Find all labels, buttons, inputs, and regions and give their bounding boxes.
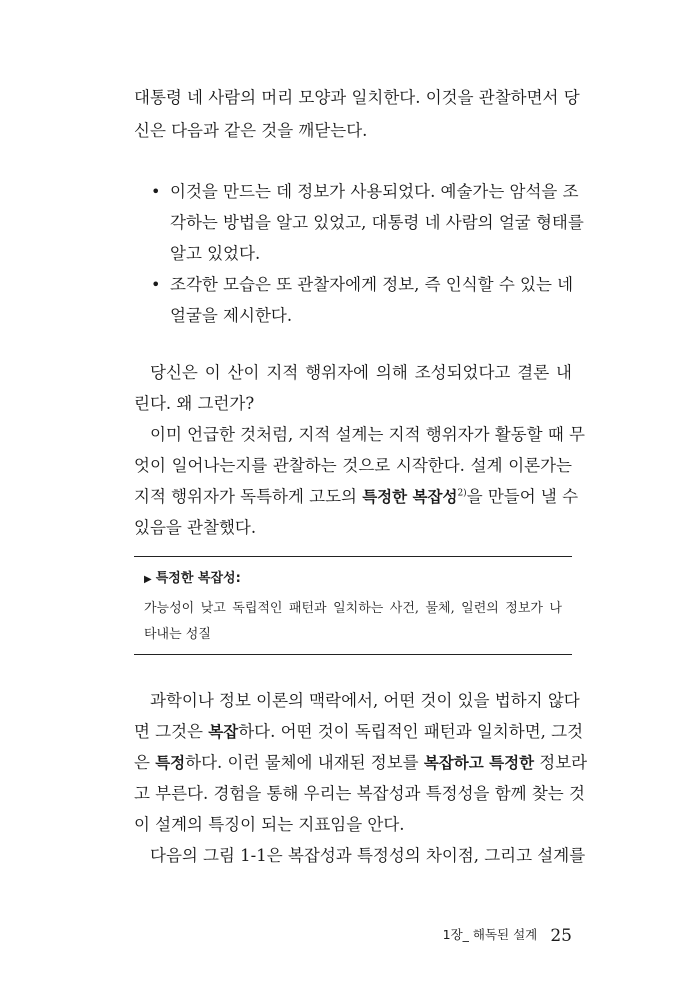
- bullet-1-line-3: 알고 있었다.: [170, 244, 261, 263]
- intro-line-1: 대통령 네 사람의 머리 모양과 일치한다. 이것을 관찰하면서 당: [134, 88, 580, 107]
- page-footer: [443, 925, 572, 946]
- running-footer-chapter: 1장_ 해독된 설계: [442, 927, 538, 942]
- para4-line-2: 면 그것은 복잡하다. 어떤 것이 독립적인 패턴과 일치하면, 그것: [134, 722, 584, 741]
- definition-top-rule: [134, 556, 572, 557]
- definition-title: ▶ 특정한 복잡성:: [144, 571, 241, 586]
- bullet-2-line-2: 얼굴을 제시한다.: [170, 306, 293, 325]
- bullet-1-line-2: 각하는 방법을 알고 있었고, 대통령 네 사람의 얼굴 형태를: [170, 213, 584, 232]
- para3-line-4: 있음을 관찰했다.: [134, 518, 257, 537]
- para3-line-3: 지적 행위자가 독특하게 고도의 특정한 복잡성$^{2)}$을 만들어 낼 수: [134, 487, 579, 506]
- para4-line-4: 고 부른다. 경험을 통해 우리는 복잡성과 특정성을 함께 찾는 것: [134, 784, 585, 803]
- term-complex-specified: 복잡하고 특정한: [423, 754, 535, 772]
- term-complex: 복잡: [208, 723, 239, 741]
- bullet-1-line-1: 이것을 만드는 데 정보가 사용되었다. 예술가는 암석을 조: [170, 182, 579, 201]
- intro-line-2: 신은 다음과 같은 것을 깨닫는다.: [134, 121, 368, 140]
- bullet-marker-1: •: [151, 182, 161, 201]
- definition-line-1: 가능성이 낮고 독립적인 패턴과 일치하는 사건, 물체, 일련의 정보가 나: [144, 601, 562, 616]
- para3-line-2: 엇이 일어나는지를 관찰하는 것으로 시작한다. 설계 이론가는: [134, 456, 572, 475]
- para4-line-1: 과학이나 정보 이론의 맥락에서, 어떤 것이 있을 법하지 않다: [150, 691, 580, 710]
- bullet-2-line-1: 조각한 모습은 또 관찰자에게 정보, 즉 인식할 수 있는 네: [170, 275, 574, 294]
- para4-line-5: 이 설계의 특징이 되는 지표임을 안다.: [134, 815, 405, 834]
- definition-line-2: 타내는 성질: [144, 627, 211, 642]
- page-number: 25: [550, 926, 572, 946]
- para5-line-1: 다음의 그림 1-1은 복잡성과 특정성의 차이점, 그리고 설계를: [150, 846, 586, 865]
- para2-line-2: 린다. 왜 그런가?: [134, 394, 255, 413]
- term-specified: 특정: [155, 754, 186, 772]
- footnote-marker: 2): [457, 488, 467, 499]
- term-specified-complexity: 특정한 복잡성: [362, 488, 458, 506]
- triangle-icon: ▶: [144, 574, 152, 585]
- para2-line-1: 당신은 이 산이 지적 행위자에 의해 조성되었다고 결론 내: [150, 363, 572, 382]
- bullet-marker-2: •: [151, 275, 161, 294]
- para3-line-1: 이미 언급한 것처럼, 지적 설계는 지적 행위자가 활동할 때 무: [150, 425, 585, 444]
- para4-line-3: 은 특정하다. 이런 물체에 내재된 정보를 복잡하고 특정한 정보라: [134, 753, 588, 772]
- definition-bottom-rule: [134, 654, 572, 655]
